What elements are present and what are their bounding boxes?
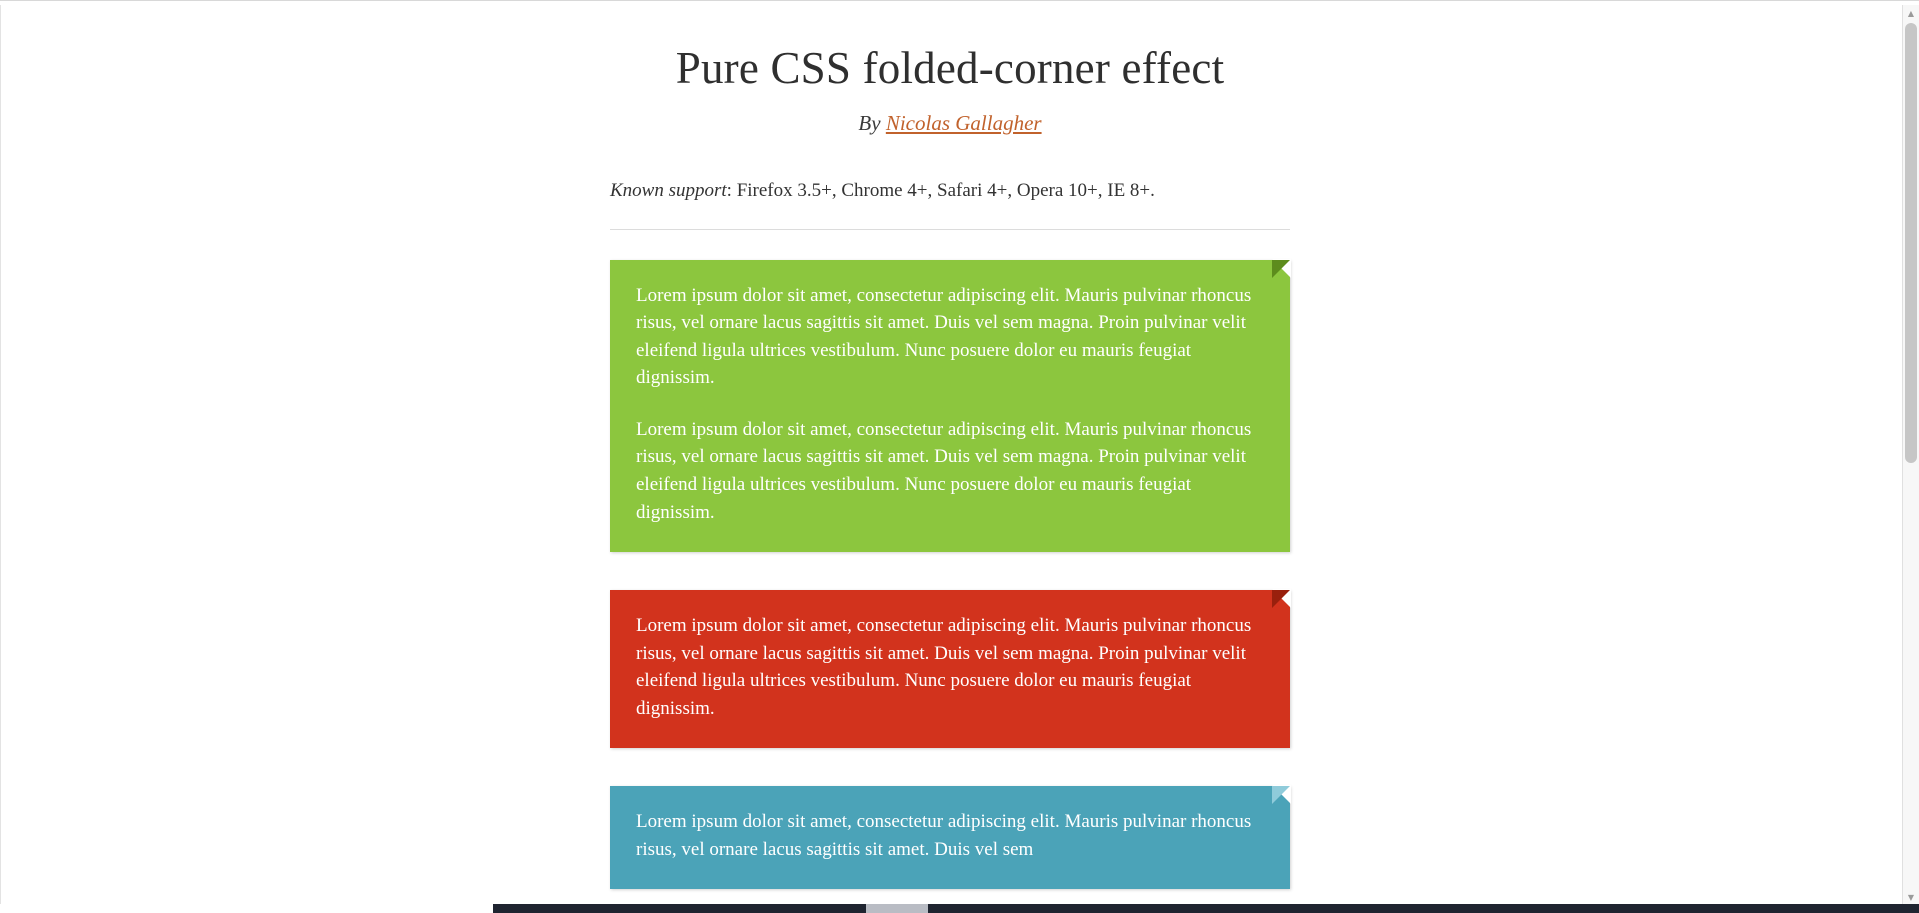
support-text: : Firefox 3.5+, Chrome 4+, Safari 4+, Opera 10+, IE 8+. — [726, 179, 1155, 201]
divider — [610, 229, 1290, 230]
note-card-red — [610, 590, 1290, 748]
vertical-scrollbar[interactable] — [1902, 5, 1919, 905]
support-line — [610, 180, 1290, 202]
page-content — [0, 5, 1902, 905]
page-title: Pure CSS folded-corner effect — [675, 43, 1225, 93]
horizontal-scrollbar[interactable] — [0, 904, 1919, 913]
byline-prefix: By — [858, 110, 886, 135]
folded-corner-icon — [1272, 786, 1290, 804]
content-column — [610, 5, 1290, 889]
note-paragraph: Lorem ipsum dolor sit amet, consectetur adipiscing elit. Mauris pulvinar rhoncus risus, vel ornare lacus sagittis sit amet. Duis vel sem magna. Proin pulvinar velit eleifend ligula ultrices vestibulum. Nunc posuere dolor eu mauris feugiat dignissim. — [636, 418, 1252, 523]
scroll-down-icon[interactable]: ▼ — [1907, 892, 1915, 902]
note-card-green — [610, 260, 1290, 552]
folded-corner-icon — [1272, 260, 1290, 278]
author-link[interactable]: Nicolas Gallagher — [885, 110, 1042, 135]
byline — [610, 111, 1290, 136]
folded-corner-icon — [1272, 590, 1290, 608]
note-card-blue — [610, 786, 1290, 889]
note-paragraph: Lorem ipsum dolor sit amet, consectetur adipiscing elit. Mauris pulvinar rhoncus risus, vel ornare lacus sagittis sit amet. Duis vel sem magna. Proin pulvinar velit eleifend ligula ultrices vestibulum. Nunc posuere dolor eu mauris feugiat dignissim. — [636, 615, 1252, 719]
scroll-up-icon[interactable]: ▲ — [1907, 8, 1915, 18]
note-list — [610, 260, 1290, 890]
horizontal-scroll-thumb[interactable] — [866, 904, 928, 913]
vertical-scroll-thumb[interactable] — [1905, 23, 1917, 463]
note-paragraph: Lorem ipsum dolor sit amet, consectetur adipiscing elit. Mauris pulvinar rhoncus risus, vel ornare lacus sagittis sit amet. Duis vel sem magna. Proin pulvinar velit eleifend ligula ultrices vestibulum. Nunc posuere dolor eu mauris feugiat dignissim. — [636, 284, 1252, 389]
horizontal-scrollbar-track-left — [0, 904, 493, 913]
support-label: Known support — [610, 179, 727, 201]
note-paragraph: Lorem ipsum dolor sit amet, consectetur adipiscing elit. Mauris pulvinar rhoncus risus, vel ornare lacus sagittis sit amet. Duis vel sem — [636, 811, 1252, 860]
